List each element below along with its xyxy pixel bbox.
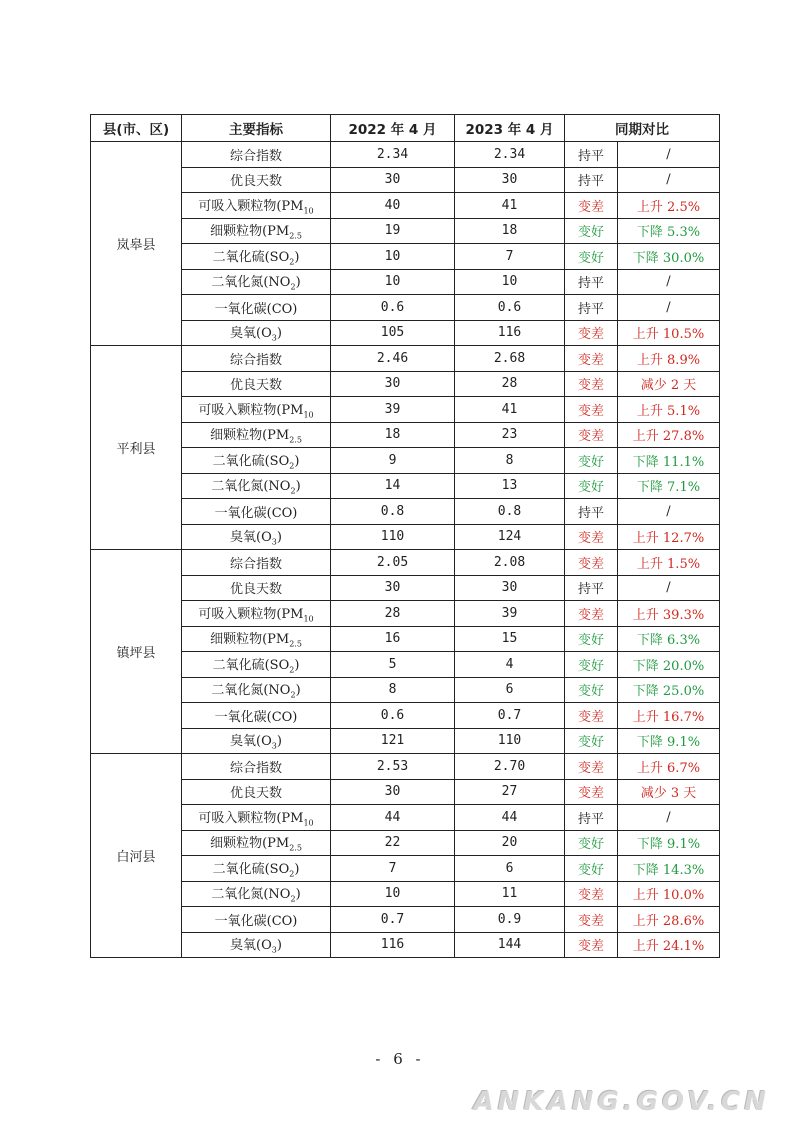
indicator-label-tail: ) bbox=[295, 683, 301, 699]
comparison-status: 持平 bbox=[565, 575, 618, 601]
header-2023-april: 2023 年 4 月 bbox=[455, 115, 565, 142]
table-row bbox=[91, 550, 720, 576]
comparison-status: 持平 bbox=[565, 142, 618, 168]
comparison-status: 变好 bbox=[565, 830, 618, 856]
comparison-status: 变差 bbox=[565, 881, 618, 907]
comparison-status: 变差 bbox=[565, 550, 618, 576]
table-row bbox=[91, 881, 720, 907]
county-name: 平利县 bbox=[91, 346, 182, 550]
indicator-subscript: 10 bbox=[303, 206, 314, 216]
indicator-name bbox=[182, 754, 331, 780]
value-2022: 14 bbox=[331, 473, 455, 499]
table-row bbox=[91, 346, 720, 372]
value-2023: 0.8 bbox=[455, 499, 565, 525]
value-2023: 0.9 bbox=[455, 907, 565, 933]
value-2023: 124 bbox=[455, 524, 565, 550]
comparison-change: 下降 30.0% bbox=[618, 244, 720, 270]
comparison-status: 变差 bbox=[565, 320, 618, 346]
value-2022: 0.6 bbox=[331, 295, 455, 321]
indicator-label-tail: ) bbox=[276, 734, 282, 750]
value-2022: 30 bbox=[331, 575, 455, 601]
comparison-status: 变差 bbox=[565, 754, 618, 780]
indicator-name bbox=[182, 524, 331, 550]
indicator-name bbox=[182, 550, 331, 576]
value-2022: 121 bbox=[331, 728, 455, 754]
indicator-label: 二氧化氮(NO bbox=[211, 275, 291, 291]
value-2022: 0.6 bbox=[331, 703, 455, 729]
indicator-name bbox=[182, 295, 331, 321]
comparison-change: 上升 28.6% bbox=[618, 907, 720, 933]
comparison-status: 变好 bbox=[565, 244, 618, 270]
indicator-name bbox=[182, 244, 331, 270]
indicator-subscript: 2.5 bbox=[289, 436, 302, 446]
comparison-change: 上升 27.8% bbox=[618, 422, 720, 448]
value-2023: 116 bbox=[455, 320, 565, 346]
comparison-status: 变差 bbox=[565, 932, 618, 958]
value-2022: 7 bbox=[331, 856, 455, 882]
value-2022: 9 bbox=[331, 448, 455, 474]
indicator-label: 一氧化碳(CO) bbox=[214, 913, 298, 929]
value-2023: 2.34 bbox=[455, 142, 565, 168]
indicator-subscript: 2 bbox=[289, 257, 295, 267]
value-2023: 7 bbox=[455, 244, 565, 270]
value-2023: 41 bbox=[455, 397, 565, 423]
value-2022: 18 bbox=[331, 422, 455, 448]
indicator-subscript: 10 bbox=[303, 818, 314, 828]
indicator-name bbox=[182, 728, 331, 754]
table-row bbox=[91, 652, 720, 678]
table-row bbox=[91, 703, 720, 729]
table-row bbox=[91, 473, 720, 499]
value-2023: 2.68 bbox=[455, 346, 565, 372]
indicator-subscript: 2.5 bbox=[289, 844, 302, 854]
table-row bbox=[91, 397, 720, 423]
comparison-change: 上升 39.3% bbox=[618, 601, 720, 627]
value-2023: 18 bbox=[455, 218, 565, 244]
table-row bbox=[91, 448, 720, 474]
indicator-label: 可吸入颗粒物(PM bbox=[198, 810, 304, 826]
indicator-label: 臭氧(O bbox=[230, 530, 272, 546]
comparison-change: 上升 8.9% bbox=[618, 346, 720, 372]
comparison-change: / bbox=[618, 805, 720, 831]
indicator-label: 综合指数 bbox=[229, 148, 282, 164]
indicator-name bbox=[182, 932, 331, 958]
indicator-name bbox=[182, 907, 331, 933]
indicator-label-tail: ) bbox=[295, 887, 301, 903]
indicator-label: 细颗粒物(PM bbox=[210, 836, 290, 852]
comparison-change: / bbox=[618, 142, 720, 168]
indicator-label: 二氧化氮(NO bbox=[211, 683, 291, 699]
site-watermark: ANKANG.GOV.CN bbox=[473, 1087, 770, 1117]
comparison-change: 上升 16.7% bbox=[618, 703, 720, 729]
comparison-change: 下降 25.0% bbox=[618, 677, 720, 703]
comparison-change: 下降 9.1% bbox=[618, 830, 720, 856]
indicator-label: 细颗粒物(PM bbox=[210, 632, 290, 648]
indicator-name bbox=[182, 805, 331, 831]
comparison-change: / bbox=[618, 575, 720, 601]
table-row bbox=[91, 856, 720, 882]
value-2022: 30 bbox=[331, 779, 455, 805]
indicator-subscript: 2 bbox=[289, 461, 295, 471]
comparison-change: / bbox=[618, 499, 720, 525]
comparison-status: 变差 bbox=[565, 346, 618, 372]
table-row bbox=[91, 193, 720, 219]
table-row bbox=[91, 728, 720, 754]
indicator-subscript: 2 bbox=[289, 869, 295, 879]
header-2022-april: 2022 年 4 月 bbox=[331, 115, 455, 142]
indicator-label: 可吸入颗粒物(PM bbox=[198, 606, 304, 622]
table-row bbox=[91, 422, 720, 448]
value-2023: 10 bbox=[455, 269, 565, 295]
value-2023: 39 bbox=[455, 601, 565, 627]
indicator-subscript: 2.5 bbox=[289, 232, 302, 242]
county-name: 岚皋县 bbox=[91, 142, 182, 346]
value-2023: 8 bbox=[455, 448, 565, 474]
indicator-name bbox=[182, 856, 331, 882]
value-2023: 0.7 bbox=[455, 703, 565, 729]
value-2023: 110 bbox=[455, 728, 565, 754]
table-row bbox=[91, 677, 720, 703]
comparison-status: 持平 bbox=[565, 167, 618, 193]
table-row bbox=[91, 932, 720, 958]
comparison-status: 变差 bbox=[565, 601, 618, 627]
comparison-change: / bbox=[618, 295, 720, 321]
indicator-name bbox=[182, 499, 331, 525]
indicator-name bbox=[182, 448, 331, 474]
indicator-label: 可吸入颗粒物(PM bbox=[198, 198, 304, 214]
indicator-subscript: 2 bbox=[290, 691, 296, 701]
indicator-label: 臭氧(O bbox=[230, 938, 272, 954]
table-row bbox=[91, 142, 720, 168]
table-row bbox=[91, 295, 720, 321]
indicator-name bbox=[182, 830, 331, 856]
indicator-label: 二氧化硫(SO bbox=[212, 657, 290, 673]
comparison-change: 上升 10.5% bbox=[618, 320, 720, 346]
table-row bbox=[91, 626, 720, 652]
table-row bbox=[91, 499, 720, 525]
comparison-change: 上升 1.5% bbox=[618, 550, 720, 576]
comparison-change: 减少 2 天 bbox=[618, 371, 720, 397]
indicator-label: 一氧化碳(CO) bbox=[214, 709, 298, 725]
value-2022: 8 bbox=[331, 677, 455, 703]
comparison-status: 持平 bbox=[565, 269, 618, 295]
value-2022: 2.53 bbox=[331, 754, 455, 780]
comparison-change: 下降 11.1% bbox=[618, 448, 720, 474]
value-2022: 40 bbox=[331, 193, 455, 219]
indicator-subscript: 10 bbox=[303, 410, 314, 420]
header-indicator: 主要指标 bbox=[182, 115, 331, 142]
value-2023: 44 bbox=[455, 805, 565, 831]
indicator-label: 二氧化硫(SO bbox=[212, 861, 290, 877]
value-2023: 4 bbox=[455, 652, 565, 678]
indicator-label-tail: ) bbox=[294, 861, 300, 877]
indicator-name bbox=[182, 346, 331, 372]
indicator-label: 优良天数 bbox=[229, 582, 282, 598]
comparison-change: 上升 2.5% bbox=[618, 193, 720, 219]
comparison-status: 变好 bbox=[565, 677, 618, 703]
indicator-name bbox=[182, 703, 331, 729]
comparison-status: 持平 bbox=[565, 805, 618, 831]
indicator-name bbox=[182, 677, 331, 703]
table-header-row bbox=[91, 115, 720, 142]
table-row bbox=[91, 907, 720, 933]
value-2023: 30 bbox=[455, 575, 565, 601]
indicator-label-tail: ) bbox=[294, 657, 300, 673]
comparison-change: 上升 10.0% bbox=[618, 881, 720, 907]
value-2022: 2.46 bbox=[331, 346, 455, 372]
comparison-change: 下降 20.0% bbox=[618, 652, 720, 678]
indicator-name bbox=[182, 473, 331, 499]
value-2022: 22 bbox=[331, 830, 455, 856]
comparison-status: 变好 bbox=[565, 448, 618, 474]
value-2022: 116 bbox=[331, 932, 455, 958]
indicator-name bbox=[182, 218, 331, 244]
indicator-label: 优良天数 bbox=[229, 378, 282, 394]
comparison-status: 变好 bbox=[565, 728, 618, 754]
indicator-label: 综合指数 bbox=[229, 760, 282, 776]
indicator-label: 一氧化碳(CO) bbox=[214, 301, 298, 317]
table-row bbox=[91, 805, 720, 831]
table-row bbox=[91, 269, 720, 295]
header-comparison: 同期对比 bbox=[565, 115, 720, 142]
value-2023: 11 bbox=[455, 881, 565, 907]
comparison-status: 变好 bbox=[565, 856, 618, 882]
value-2022: 10 bbox=[331, 244, 455, 270]
value-2022: 10 bbox=[331, 881, 455, 907]
indicator-subscript: 3 bbox=[271, 742, 277, 752]
indicator-label-tail: ) bbox=[276, 938, 282, 954]
table-row bbox=[91, 601, 720, 627]
value-2023: 6 bbox=[455, 856, 565, 882]
air-quality-comparison-table bbox=[90, 114, 720, 958]
value-2023: 13 bbox=[455, 473, 565, 499]
value-2022: 30 bbox=[331, 371, 455, 397]
indicator-label: 综合指数 bbox=[229, 352, 282, 368]
indicator-label: 二氧化硫(SO bbox=[212, 453, 290, 469]
comparison-status: 变差 bbox=[565, 193, 618, 219]
indicator-subscript: 3 bbox=[271, 334, 277, 344]
value-2023: 27 bbox=[455, 779, 565, 805]
indicator-subscript: 10 bbox=[303, 614, 314, 624]
value-2023: 144 bbox=[455, 932, 565, 958]
comparison-status: 变好 bbox=[565, 473, 618, 499]
value-2023: 2.70 bbox=[455, 754, 565, 780]
comparison-change: 下降 6.3% bbox=[618, 626, 720, 652]
comparison-change: 上升 12.7% bbox=[618, 524, 720, 550]
value-2022: 5 bbox=[331, 652, 455, 678]
indicator-label: 臭氧(O bbox=[230, 734, 272, 750]
indicator-label-tail: ) bbox=[295, 275, 301, 291]
comparison-status: 变好 bbox=[565, 218, 618, 244]
value-2023: 20 bbox=[455, 830, 565, 856]
indicator-label: 细颗粒物(PM bbox=[210, 428, 290, 444]
comparison-change: 上升 5.1% bbox=[618, 397, 720, 423]
indicator-name bbox=[182, 601, 331, 627]
comparison-change: 下降 5.3% bbox=[618, 218, 720, 244]
comparison-status: 持平 bbox=[565, 499, 618, 525]
comparison-change: 下降 9.1% bbox=[618, 728, 720, 754]
value-2023: 23 bbox=[455, 422, 565, 448]
comparison-change: 下降 7.1% bbox=[618, 473, 720, 499]
indicator-subscript: 2.5 bbox=[289, 640, 302, 650]
table-row bbox=[91, 575, 720, 601]
indicator-name bbox=[182, 422, 331, 448]
comparison-status: 变差 bbox=[565, 397, 618, 423]
comparison-status: 变差 bbox=[565, 703, 618, 729]
indicator-name bbox=[182, 652, 331, 678]
indicator-subscript: 3 bbox=[271, 946, 277, 956]
value-2023: 28 bbox=[455, 371, 565, 397]
table-row bbox=[91, 754, 720, 780]
indicator-label: 二氧化氮(NO bbox=[211, 479, 291, 495]
indicator-label-tail: ) bbox=[294, 453, 300, 469]
table-row bbox=[91, 830, 720, 856]
comparison-change: 下降 14.3% bbox=[618, 856, 720, 882]
value-2023: 15 bbox=[455, 626, 565, 652]
indicator-subscript: 2 bbox=[290, 487, 296, 497]
indicator-label-tail: ) bbox=[294, 249, 300, 265]
table-row bbox=[91, 167, 720, 193]
table-row bbox=[91, 244, 720, 270]
value-2022: 44 bbox=[331, 805, 455, 831]
value-2022: 2.05 bbox=[331, 550, 455, 576]
comparison-change: 减少 3 天 bbox=[618, 779, 720, 805]
indicator-name bbox=[182, 320, 331, 346]
page-number: - 6 - bbox=[375, 1050, 425, 1068]
value-2023: 41 bbox=[455, 193, 565, 219]
indicator-subscript: 2 bbox=[290, 283, 296, 293]
indicator-label: 细颗粒物(PM bbox=[210, 224, 290, 240]
value-2022: 110 bbox=[331, 524, 455, 550]
indicator-name bbox=[182, 269, 331, 295]
indicator-name bbox=[182, 575, 331, 601]
comparison-status: 变差 bbox=[565, 422, 618, 448]
indicator-label: 综合指数 bbox=[229, 556, 282, 572]
table-row bbox=[91, 320, 720, 346]
comparison-change: 上升 6.7% bbox=[618, 754, 720, 780]
table-body bbox=[91, 142, 720, 958]
comparison-status: 变好 bbox=[565, 626, 618, 652]
table-row bbox=[91, 524, 720, 550]
indicator-subscript: 3 bbox=[271, 538, 277, 548]
table-row bbox=[91, 371, 720, 397]
indicator-label: 优良天数 bbox=[229, 786, 282, 802]
value-2022: 19 bbox=[331, 218, 455, 244]
county-name: 白河县 bbox=[91, 754, 182, 958]
value-2022: 10 bbox=[331, 269, 455, 295]
indicator-label: 二氧化硫(SO bbox=[212, 249, 290, 265]
value-2022: 16 bbox=[331, 626, 455, 652]
comparison-change: 上升 24.1% bbox=[618, 932, 720, 958]
comparison-status: 持平 bbox=[565, 295, 618, 321]
comparison-change: / bbox=[618, 167, 720, 193]
indicator-name bbox=[182, 881, 331, 907]
indicator-name bbox=[182, 167, 331, 193]
indicator-label-tail: ) bbox=[276, 530, 282, 546]
value-2022: 2.34 bbox=[331, 142, 455, 168]
indicator-label: 优良天数 bbox=[229, 174, 282, 190]
comparison-status: 变差 bbox=[565, 779, 618, 805]
comparison-status: 变差 bbox=[565, 907, 618, 933]
value-2022: 30 bbox=[331, 167, 455, 193]
comparison-status: 变差 bbox=[565, 524, 618, 550]
header-county: 县(市、区) bbox=[91, 115, 182, 142]
value-2023: 2.08 bbox=[455, 550, 565, 576]
value-2023: 6 bbox=[455, 677, 565, 703]
indicator-name bbox=[182, 193, 331, 219]
indicator-label: 二氧化氮(NO bbox=[211, 887, 291, 903]
value-2022: 0.8 bbox=[331, 499, 455, 525]
table-row bbox=[91, 218, 720, 244]
value-2022: 0.7 bbox=[331, 907, 455, 933]
indicator-label-tail: ) bbox=[276, 326, 282, 342]
value-2022: 28 bbox=[331, 601, 455, 627]
county-name: 镇坪县 bbox=[91, 550, 182, 754]
table-row bbox=[91, 779, 720, 805]
indicator-label: 一氧化碳(CO) bbox=[214, 505, 298, 521]
indicator-subscript: 2 bbox=[290, 895, 296, 905]
indicator-label-tail: ) bbox=[295, 479, 301, 495]
comparison-status: 变好 bbox=[565, 652, 618, 678]
value-2023: 0.6 bbox=[455, 295, 565, 321]
comparison-status: 变差 bbox=[565, 371, 618, 397]
indicator-name bbox=[182, 142, 331, 168]
indicator-name bbox=[182, 397, 331, 423]
indicator-name bbox=[182, 779, 331, 805]
indicator-subscript: 2 bbox=[289, 665, 295, 675]
value-2022: 39 bbox=[331, 397, 455, 423]
indicator-name bbox=[182, 626, 331, 652]
indicator-label: 可吸入颗粒物(PM bbox=[198, 402, 304, 418]
comparison-change: / bbox=[618, 269, 720, 295]
indicator-name bbox=[182, 371, 331, 397]
indicator-label: 臭氧(O bbox=[230, 326, 272, 342]
value-2022: 105 bbox=[331, 320, 455, 346]
value-2023: 30 bbox=[455, 167, 565, 193]
